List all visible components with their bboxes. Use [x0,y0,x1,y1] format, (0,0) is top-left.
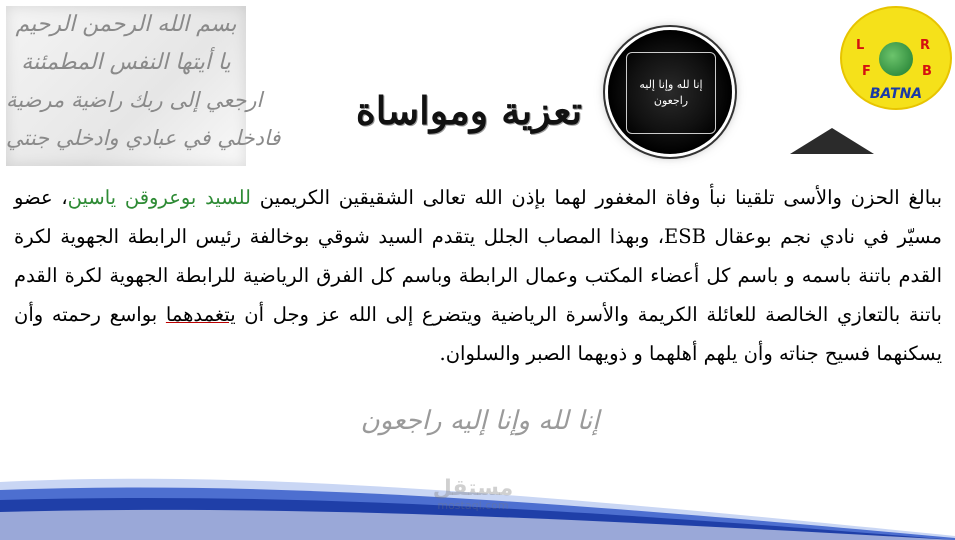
globe-icon [879,42,913,76]
calligraphy-line: بسم الله الرحمن الرحيم [15,12,237,37]
condolence-message [14,178,942,373]
logo-city: BATNA [869,86,923,102]
message-text: بواسع رحمته وأن يسكنهما فسيح جناته وأن يلهم أهلهما و ذويهما الصبر والسلوان. [14,303,942,365]
logo-letter: B [922,64,932,79]
watermark-arabic: مستقل [432,476,514,501]
message-underlined-word: يتغمدهما [165,303,236,326]
calligraphy-line: فادخلي في عبادي وادخلي جنتي [6,126,281,150]
quran-verse-calligraphy [6,6,281,166]
calligraphy-line: ارجعي إلى ربك راضية مرضية [6,88,263,112]
mourning-frame-text [626,52,716,134]
mourning-frame [608,30,732,154]
frame-line: راجعون [653,94,689,107]
logo-letter: L [856,38,865,53]
triangle-ornament [790,128,874,154]
inna-lillah-calligraphy: إنا لله وإنا إليه راجعون [360,406,600,436]
logo-letter: F [862,64,871,79]
message-text: ، عضو مسيّر في نادي نجم بوعقال ESB، وبهذا المصاب الجلل يتقدم السيد شوقي بوخالفة رئيس الرابطة الجهوية لكرة القدم باتنة باسمه و باسم كل أعضاء المكتب وعمال الرابطة وباسم كل الفرق الرياضية للرابطة الجهوية لكرة القدم باتنة بالتعازي الخالصة للعائلة الكريمة والأسرة الرياضية ويتضرع إلى الله عز وجل أن [14,186,942,326]
watermark-latin: mostaql.com [437,499,509,512]
deceased-name: للسيد بوعروقن ياسين [67,186,251,209]
mostaql-watermark [408,478,538,512]
page-title: تعزية ومواساة [355,88,583,133]
message-text: ببالغ الحزن والأسى تلقينا نبأ وفاة المغفور لهما بإذن الله تعالى الشقيقين الكريمين [251,186,942,209]
logo-letter: R [920,38,931,53]
calligraphy-line: يا أيتها النفس المطمئنة [21,50,231,75]
frame-line: إنا لله وإنا إليه [639,78,703,91]
lrfb-batna-logo [840,6,952,110]
